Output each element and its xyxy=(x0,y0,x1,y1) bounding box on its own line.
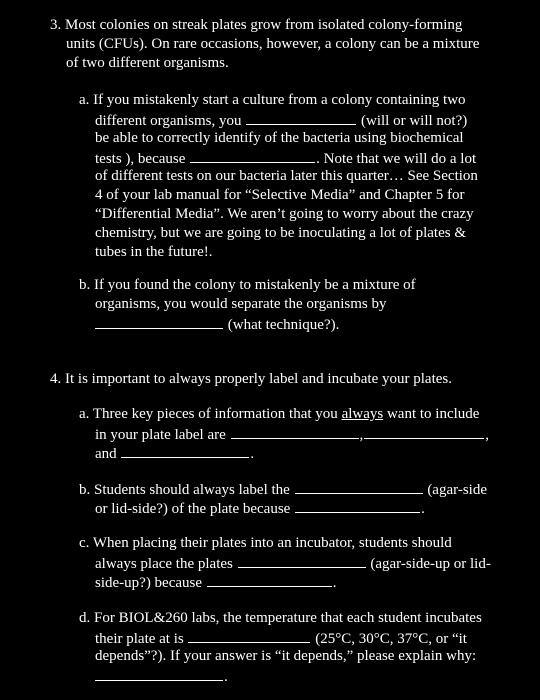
q4b-line-1-text: b. Students should always label the xyxy=(79,482,294,498)
q3b-line-3 xyxy=(95,314,416,333)
question-4-intro xyxy=(50,370,452,389)
q4c-line-2 xyxy=(95,553,491,572)
q3a-line-4 xyxy=(95,148,478,167)
q3a-line-7: “Differential Media”. We aren’t going to worry about the crazy xyxy=(95,206,474,222)
q4a-line-3-text: and xyxy=(95,446,121,462)
q4b-line-2 xyxy=(95,498,487,517)
q3a-will-or-will-not-blank[interactable] xyxy=(246,110,356,125)
q4d-explanation-blank[interactable] xyxy=(95,666,223,681)
q3-intro-line-3: of two different organisms. xyxy=(66,55,229,71)
q4c-because-blank[interactable] xyxy=(207,572,332,587)
q3a-line-9: tubes in the future!. xyxy=(95,244,213,260)
q4a-line-3-end: . xyxy=(250,446,255,462)
q4c-line-3-text: side-up?) because xyxy=(95,575,206,591)
question-3-intro xyxy=(50,16,480,73)
q4c-line-2-hint: (agar-side-up or lid- xyxy=(366,556,491,572)
q3a-line-2-hint: (will or will not?) xyxy=(357,113,468,129)
q3-intro-line-1: 3. Most colonies on streak plates grow from isolated colony-forming xyxy=(50,17,463,33)
question-4b xyxy=(79,479,487,517)
q4d-line-4-end: . xyxy=(224,669,228,685)
q4b-because-blank[interactable] xyxy=(295,498,420,513)
q4d-line-4 xyxy=(95,666,482,685)
q4d-line-2 xyxy=(95,628,482,647)
q4a-label-info-blank-1[interactable] xyxy=(231,424,359,439)
q3-intro-line-2: units (CFUs). On rare occasions, however, a colony can be a mixture xyxy=(66,36,480,52)
q4a-line-2-text: in your plate label are xyxy=(95,427,230,443)
q4a-label-info-blank-2[interactable] xyxy=(364,424,484,439)
q4c-line-3 xyxy=(95,572,491,591)
q4a-line-1 xyxy=(79,405,489,424)
q4a-always-underlined: always xyxy=(341,406,384,422)
q4a-comma-1: , xyxy=(359,427,364,443)
q4d-line-1: d. For BIOL&260 labs, the temperature that each student incubates xyxy=(79,610,482,626)
question-4a xyxy=(79,405,490,462)
q4d-line-3: depends”?). If your answer is “it depends,” please explain why: xyxy=(95,648,477,664)
q3a-because-blank[interactable] xyxy=(190,148,315,163)
q3a-line-5: of different tests on our bacteria later this quarter… See Section xyxy=(95,168,478,184)
q3a-line-6: 4 of your lab manual for “Selective Media” and Chapter 5 for xyxy=(95,187,465,203)
question-3a xyxy=(79,91,478,262)
q4a-label-info-blank-3[interactable] xyxy=(121,443,249,458)
q3b-line-3-hint: (what technique?). xyxy=(224,317,340,333)
q4b-line-2-text: or lid-side?) of the plate because xyxy=(95,501,295,517)
q3a-line-8: chemistry, but we are going to be inoculating a lot of plates & xyxy=(95,225,467,241)
q4d-line-2-hint: (25°C, 30°C, 37°C, or “it xyxy=(311,631,467,647)
q4b-side-blank[interactable] xyxy=(295,479,423,494)
q3a-line-3: be able to correctly identify of the bacteria using biochemical xyxy=(95,130,464,146)
q4c-orientation-blank[interactable] xyxy=(238,553,366,568)
q4a-line-1-text: a. Three key pieces of information that you xyxy=(79,406,342,422)
question-4c xyxy=(79,534,491,591)
q3a-line-2 xyxy=(95,110,478,129)
q4c-line-3-end: . xyxy=(332,575,337,591)
q4d-temperature-blank[interactable] xyxy=(188,628,310,643)
q4a-line-2 xyxy=(95,424,489,443)
q4b-line-1 xyxy=(79,479,487,498)
q3b-line-2: organisms, you would separate the organisms by xyxy=(95,296,387,312)
q4-intro-line: 4. It is important to always properly label and incubate your plates. xyxy=(50,371,452,387)
question-3b xyxy=(79,276,416,333)
q3a-line-4-note: . Note that we will do a lot xyxy=(316,151,477,167)
question-4d xyxy=(79,609,482,685)
q3b-line-1: b. If you found the colony to mistakenly be a mixture of xyxy=(79,277,416,293)
q3b-technique-blank[interactable] xyxy=(95,314,223,329)
q4c-line-2-text: always place the plates xyxy=(95,556,237,572)
q4b-line-2-end: . xyxy=(421,501,425,517)
q3a-line-4-text: tests ), because xyxy=(95,151,190,167)
q4b-line-1-hint: (agar-side xyxy=(423,482,487,498)
q4a-line-1-end: want to include xyxy=(383,406,480,422)
q3a-line-1: a. If you mistakenly start a culture from a colony containing two xyxy=(79,92,466,108)
q3a-line-2-text: different organisms, you xyxy=(95,113,246,129)
q4d-line-2-text: their plate at is xyxy=(95,631,188,647)
q4a-line-3 xyxy=(95,443,489,462)
q4a-comma-2: , xyxy=(485,427,490,443)
q4c-line-1: c. When placing their plates into an incubator, students should xyxy=(79,535,452,551)
